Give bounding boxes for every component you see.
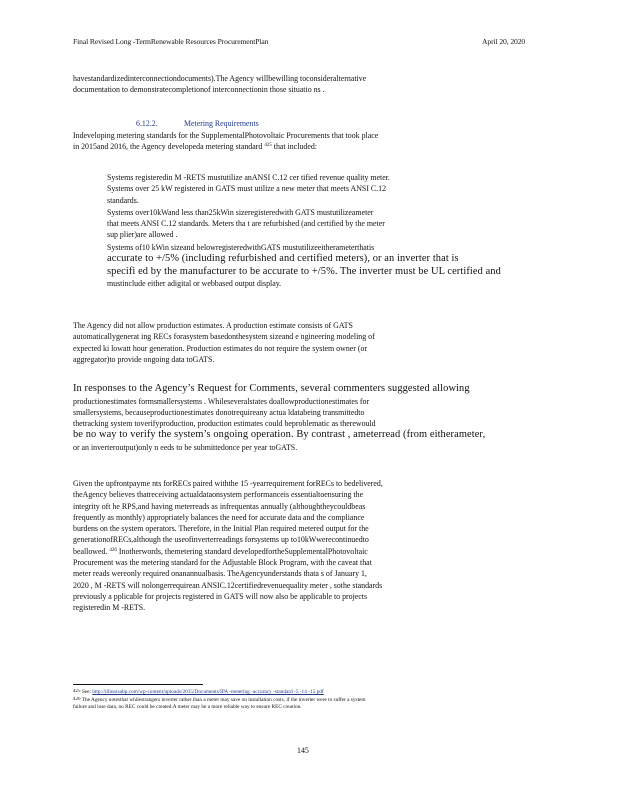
footnote-text: failure and lose data, no REC could be created.A meter may be a more reliable way to ensure REC creation. <box>73 704 302 711</box>
text-line: integrity oft he RPS,and having meterreads as infrequentas annually (althoughtheycouldbeas <box>73 501 366 511</box>
section-title: Metering Requirements <box>184 119 259 128</box>
text-line: frequently as monthly) appropriately balances the need for accurate data and the compliance <box>73 512 365 522</box>
text-line: productionestimates formsmallersystems . Whileseveralstates doallowproductionestimates for <box>73 396 370 406</box>
text-line: standards. <box>107 195 139 205</box>
text-line: automaticallygenerat ing RECs forasystem basedonthesystem sizeand e ngineering modeling of <box>73 332 375 342</box>
text-line <box>73 141 544 152</box>
footnote-link[interactable]: http://illinoisabp.com/wp-content/uploads/2015/Documents/IPA -metering -accuracy -standard -5 -14 -15.pdf <box>92 689 324 695</box>
page-number: 145 <box>297 746 309 755</box>
text-line: specifi ed by the manufacturer to be accurate to +/5%. The inverter must be UL certified and <box>107 265 501 277</box>
list-item <box>84 207 546 241</box>
footnote-ref-425[interactable]: 425 <box>264 143 272 149</box>
text-line: that meets ANSI C.12 standards. Meters tha t are refurbished (and certified by the meter <box>107 219 385 229</box>
text-line: smallersystems, becauseproductionestimates donotrequireany actua ldatabeing transmittedto <box>73 407 365 417</box>
paragraph-comments <box>73 383 544 453</box>
footnote-number: 426 <box>73 696 81 702</box>
text-line: generationofRECs,although the useofinverterreadings forsystems up to10kWwerecontinuedto <box>73 535 369 545</box>
text-line: Systems over 25 kW registered in GATS must utilize a new meter that meets ANSI C.12 <box>107 184 387 194</box>
text-line: The Agency did not allow production estimates. A production estimate consists of GATS <box>73 321 353 330</box>
paragraph-meter-reads <box>73 478 544 614</box>
text-line: meter reads wereonly required onanannualbasis. TheAgencyunderstands thata s of January 1, <box>73 569 367 579</box>
footnote-number: 425 <box>73 689 81 694</box>
metering-requirements-list <box>84 172 546 289</box>
text-line: theAgency believes thatreceiving actualdataonsystem performanceis essentialtoensuring the <box>73 490 364 500</box>
text-line: havestandardizedinterconnectiondocuments).The Agency willbewilling toconsideralternative <box>73 74 367 83</box>
text-line: thetracking system toverifyproduction, production estimates could beproblematic as therewould <box>73 419 376 429</box>
text-line <box>73 546 544 557</box>
text-line: In responses to the Agency’s Request for Comments, several commenters suggested allowing <box>73 383 470 394</box>
text-line: accurate to +/5% (including refurbished and certified meters), or an inverter that is <box>107 253 459 265</box>
text-line: aggregator)to provide ongoing data toGATS. <box>73 354 215 364</box>
footnotes <box>73 689 544 712</box>
paragraph-production-estimates <box>73 320 544 365</box>
text-line: expected ki lowatt hour generation. Production estimates do not require the system owner (or <box>73 343 368 353</box>
paragraph-continuation <box>73 73 544 96</box>
footnote-425 <box>73 689 544 697</box>
running-header-left: Final Revised Long -TermRenewable Resources ProcurementPlan <box>73 37 269 46</box>
text-line: documentation to demonstratecompletionof interconnectionin those situatio ns . <box>73 85 325 95</box>
text-line: Indeveloping metering standards for the SupplementalPhotovoltaic Procurements that took place <box>73 131 379 140</box>
list-item <box>84 172 546 206</box>
text-line: previously a pplicable for projects registered in GATS will now also be applicable to projects <box>73 591 368 601</box>
text-run: in 2015and 2016, the Agency developeda metering standard <box>73 142 263 152</box>
text-run: Inotherwords, themetering standard developedfortheSupplementalPhotovoltaic <box>118 546 368 556</box>
footnote-ref-426[interactable]: 426 <box>109 547 117 553</box>
text-line: sup plier)are allowed . <box>107 230 178 240</box>
section-number: 6.12.2. <box>136 119 158 128</box>
list-item <box>84 242 546 290</box>
text-line: Given the upfrontpayme nts forRECs paired withthe 15 -yearrequirement forRECs to bedelivered, <box>73 479 383 488</box>
text-line: Procurement was the metering standard for the Adjustable Block Program, with the caveat that <box>73 558 372 568</box>
text-line: registeredin M -RETS. <box>73 603 146 613</box>
footnote-text: The Agency notesthat whilestrangers inverter rather than a meter may save on installation costs, if the inverter were to suffer a system <box>81 696 366 703</box>
footnote-prefix: See: <box>81 689 91 695</box>
text-line: mustinclude either adigital or webbased output display. <box>107 279 282 289</box>
text-line: 2020 , M -RETS will nolongerrequirean ANSIC.12certifiedrevenuequality meter , sothe standards <box>73 580 383 590</box>
footnote-426 <box>73 697 544 705</box>
text-line: be no way to verify the system’s ongoing operation. By contrast , ameterread (from eitherameter, <box>73 429 486 441</box>
text-line: Systems over10kWand less than25kWin sizeregisteredwith GATS mustutilizeameter <box>107 207 374 217</box>
text-line: burdens on the system operators. Therefore, in the Initial Plan required metered output for the <box>73 524 369 534</box>
text-line: Systems registeredin M -RETS mustutilize anANSI C.12 cer tified revenue quality meter. <box>107 173 390 182</box>
text-run: beallowed. <box>73 546 108 556</box>
text-run: that included: <box>273 142 317 152</box>
text-line: Systems of10 kWin sizeand belowregisteredwithGATS mustutilizeeitherameterthatis <box>107 242 375 252</box>
paragraph-metering-intro <box>73 130 544 153</box>
footnote-separator <box>73 684 203 685</box>
text-line: or an inverteroutput)only n eeds to be submittedonce per year toGATS. <box>73 442 298 452</box>
running-header-date: April 20, 2020 <box>482 37 526 46</box>
